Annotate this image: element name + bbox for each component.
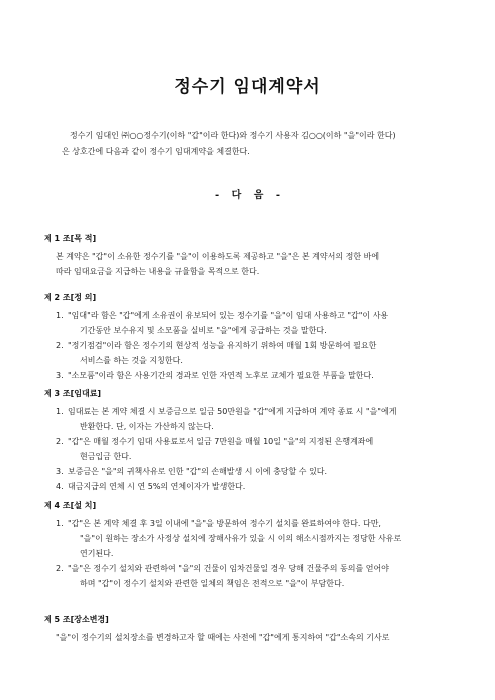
article-2 — [44, 292, 464, 383]
article-title: 제 2 조[정 의] — [44, 293, 97, 302]
item-line: 하며 "갑"이 정수기 설치와 관련한 일체의 책임은 전적으로 "을"이 부담한다. — [80, 579, 345, 588]
item-number: 3. — [56, 371, 64, 380]
list-item — [44, 561, 464, 591]
item-number: 3. — [56, 467, 64, 476]
list-item — [44, 404, 464, 434]
article-4 — [44, 500, 464, 591]
item-number: 2. — [56, 564, 64, 573]
item-line: "을"이 원하는 장소가 사정상 설치에 장해사유가 있을 시 이의 해소시점까지는 정당한 사유로 — [80, 534, 402, 543]
item-number: 1. — [56, 311, 64, 320]
item-line: 현금입금 한다. — [80, 452, 132, 461]
item-line: 대금지급의 연체 시 연 5%의 연체이자가 발생한다. — [68, 482, 246, 491]
paragraph-line: 따라 임대요금을 지급하는 내용을 규율함을 목적으로 한다. — [56, 267, 260, 276]
item-line: "갑"은 매월 정수기 임대 사용료로서 일금 7만원을 매월 10일 "을"의 지정된 은행계좌에 — [68, 437, 374, 446]
dagum-heading: - 다 음 - — [214, 190, 281, 201]
paragraph-line: "을"이 정수기의 설치장소를 변경하고자 할 때에는 사전에 "갑"에게 통지하여 "갑"소속의 기사로 — [56, 633, 390, 642]
list-item — [44, 516, 464, 561]
article-title: 제 1 조[목 적] — [44, 234, 97, 243]
list-item — [44, 479, 464, 494]
item-line: "갑"은 본 계약 체결 후 3일 이내에 "을"을 방문하여 정수기 설치를 완료하여야 한다. 다만, — [68, 519, 381, 528]
article-5 — [44, 614, 464, 645]
article-title: 제 4 조[설 치] — [44, 501, 97, 510]
item-number: 4. — [56, 482, 64, 491]
paragraph-line: 본 계약은 "갑"이 소유한 정수기를 "을"이 이용하도록 제공하고 "을"은 본 계약서의 정한 바에 — [56, 252, 380, 261]
item-line: "임대"라 함은 "갑"에게 소유권이 유보되어 있는 정수기를 "을"이 임대 사용하고 "갑"이 사용 — [68, 311, 389, 320]
document-title: 정수기 임대계약서 — [174, 77, 321, 97]
item-line: 임대료는 본 계약 체결 시 보증금으로 일금 50만원을 "갑"에게 지급하며 계약 종료 시 "을"에게 — [68, 407, 397, 416]
article-paragraph — [44, 249, 464, 279]
article-title: 제 3 조[임대료] — [44, 389, 102, 398]
list-item — [44, 464, 464, 479]
article-3 — [44, 388, 464, 494]
list-item — [44, 368, 464, 383]
item-line: "정기점검"이라 함은 정수기의 현상적 성능을 유지하기 위하여 매월 1회 방문하여 필요한 — [68, 341, 377, 350]
list-item — [44, 434, 464, 464]
item-line: 연기된다. — [80, 549, 114, 558]
intro-line-2: 은 상호간에 다음과 같이 정수기 임대계약을 체결한다. — [62, 147, 250, 156]
item-line: 보증금은 "을"의 귀책사유로 인한 "갑"의 손해발생 시 이에 충당할 수 있다. — [68, 467, 328, 476]
item-number: 1. — [56, 407, 64, 416]
article-title: 제 5 조[장소변경] — [44, 615, 109, 624]
item-line: "을"은 정수기 설치와 관련하여 "을"의 건물이 임차건물일 경우 당해 건물주의 동의를 얻어야 — [68, 564, 389, 573]
item-line: "소모품"이라 함은 사용기간의 경과로 인한 자연적 노후로 교체가 필요한 부품을 말한다. — [68, 371, 374, 380]
item-line: 기간동안 보수유지 및 소모품을 실비로 "을"에게 공급하는 것을 말한다. — [80, 326, 327, 335]
article-1 — [44, 233, 464, 279]
item-number: 2. — [56, 341, 64, 350]
intro-line-1: 정수기 임대인 ㈜○○정수기(이하 "갑"이라 한다)와 정수기 사용자 김○○(이하 "을"이라 한다) — [70, 131, 396, 140]
list-item — [44, 308, 464, 338]
intro-paragraph — [62, 128, 462, 160]
list-item — [44, 338, 464, 368]
item-line: 서비스를 하는 것을 지칭한다. — [80, 356, 183, 365]
item-number: 2. — [56, 437, 64, 446]
item-number: 1. — [56, 519, 64, 528]
item-line: 반환한다. 단, 이자는 가산하지 않는다. — [80, 422, 214, 431]
article-paragraph — [44, 630, 464, 645]
